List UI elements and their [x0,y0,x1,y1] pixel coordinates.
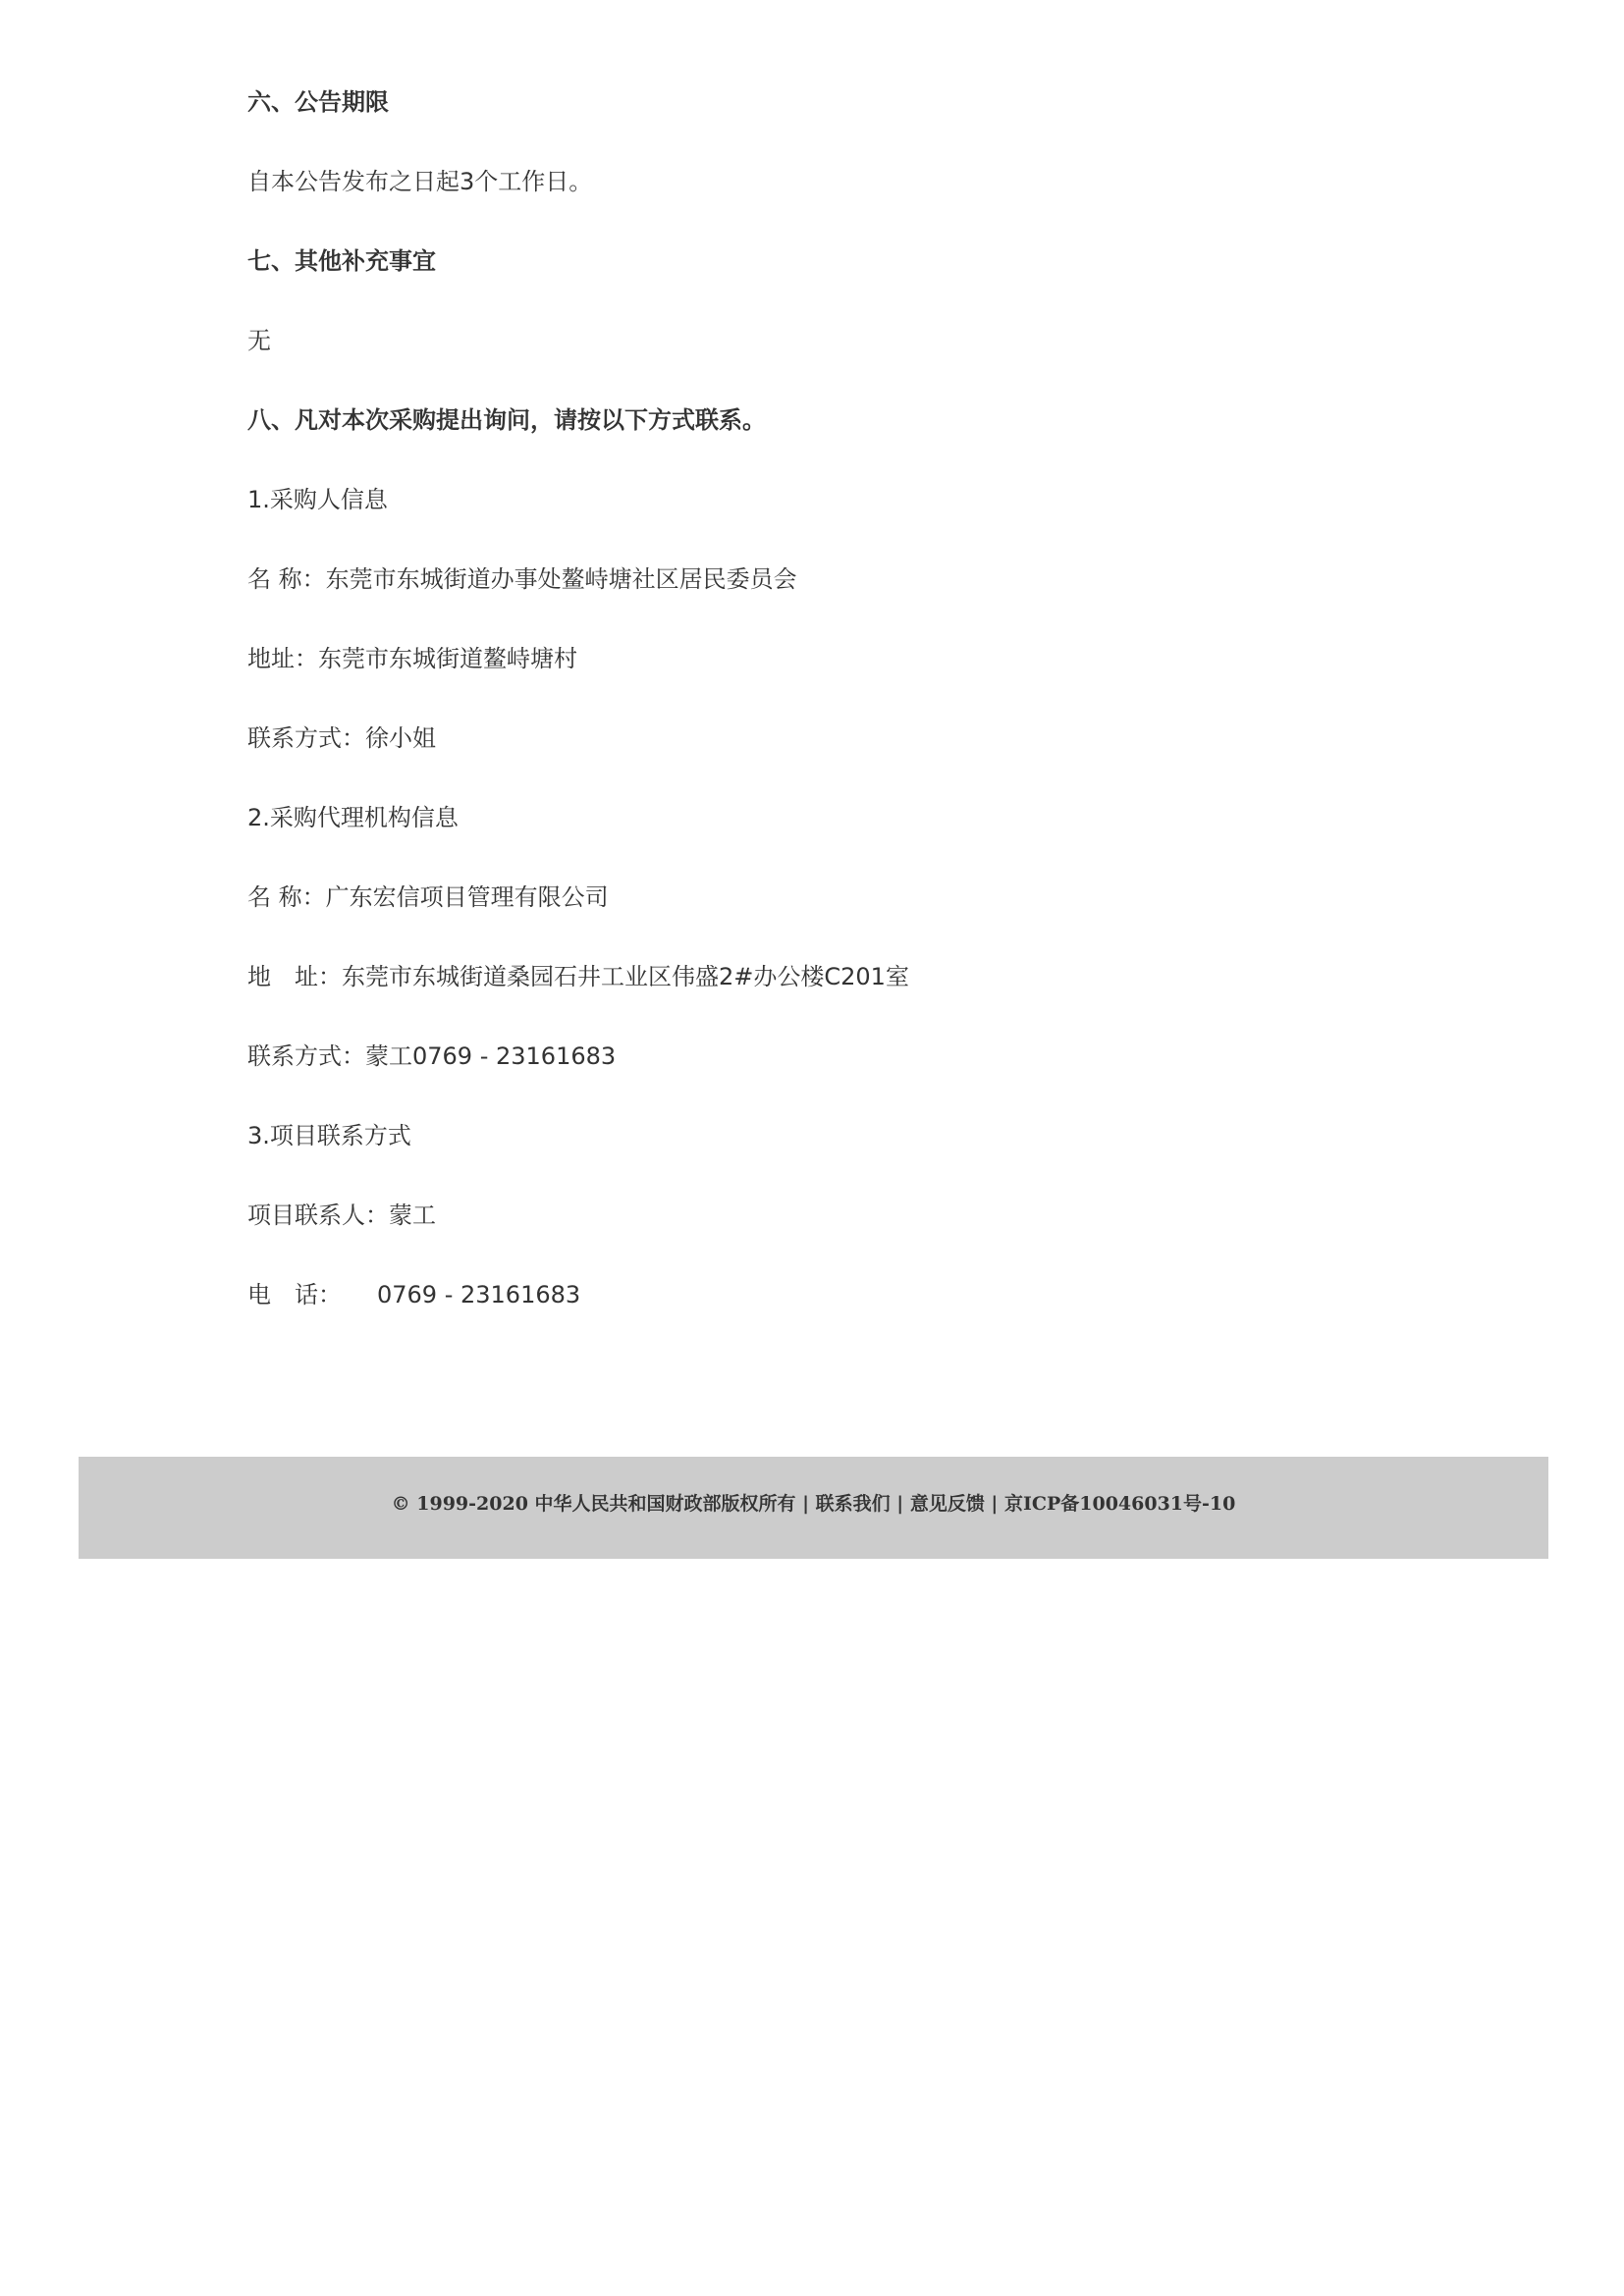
page-footer [79,1457,1548,1559]
project-contact-person: 项目联系人：蒙工 [247,1201,436,1229]
footer-copyright: © 1999-2020 中华人民共和国财政部版权所有 | 联系我们 | 意见反馈 | 京ICP备10046031号-10 [391,1492,1236,1515]
purchaser-heading: 1.采购人信息 [247,486,388,513]
section-6-body: 自本公告发布之日起3个工作日。 [247,168,593,195]
purchaser-contact: 联系方式：徐小姐 [247,724,436,752]
project-phone: 电 话： 0769 - 23161683 [247,1281,581,1308]
purchaser-address: 地址：东莞市东城街道鳌峙塘村 [247,645,577,672]
agency-heading: 2.采购代理机构信息 [247,804,459,831]
agency-name: 名 称：广东宏信项目管理有限公司 [247,883,609,911]
agency-address: 地 址：东莞市东城街道桑园石井工业区伟盛2#办公楼C201室 [247,963,909,990]
section-7-heading: 七、其他补充事宜 [247,247,436,275]
section-7-body: 无 [247,327,271,354]
agency-contact: 联系方式：蒙工0769 - 23161683 [247,1042,617,1070]
section-6-heading: 六、公告期限 [247,88,389,116]
section-8-heading: 八、凡对本次采购提出询问，请按以下方式联系。 [247,406,766,434]
announcement-content [247,82,1524,1355]
project-contact-heading: 3.项目联系方式 [247,1122,411,1149]
purchaser-name: 名 称：东莞市东城街道办事处鳌峙塘社区居民委员会 [247,565,797,593]
